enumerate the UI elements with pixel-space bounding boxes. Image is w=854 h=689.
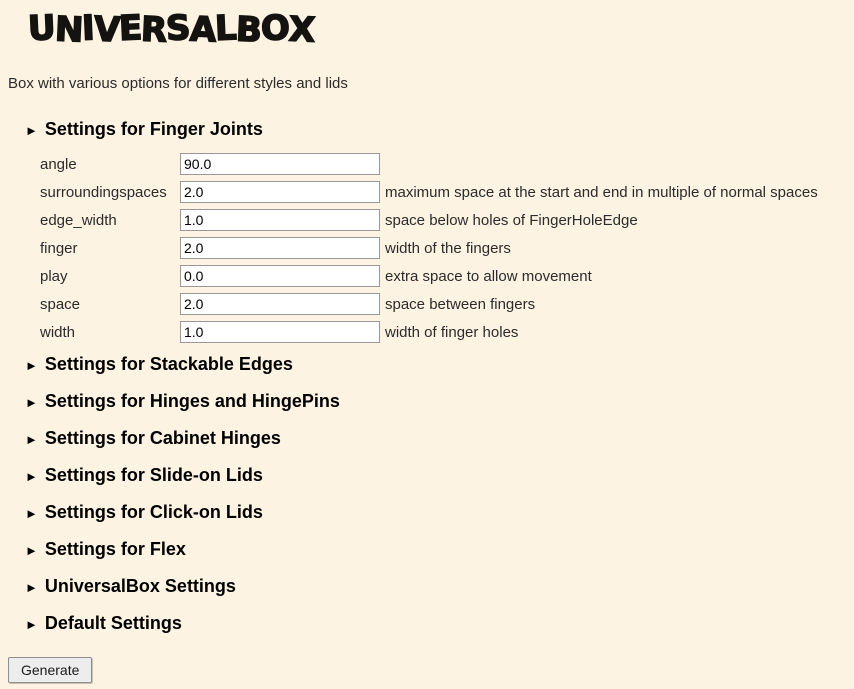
- section-hinges-hingepins: [0, 391, 854, 413]
- surroundingspaces-input[interactable]: [180, 181, 380, 203]
- chevron-right-icon: ►: [25, 617, 38, 633]
- section-default-settings: [0, 613, 854, 635]
- field-row-space: [0, 290, 854, 318]
- section-title: Settings for Flex: [44, 539, 186, 560]
- field-row-finger: [0, 234, 854, 262]
- section-header-slide-on-lids[interactable]: [0, 465, 854, 487]
- section-title: Settings for Click-on Lids: [44, 502, 263, 523]
- field-row-surroundingspaces: [0, 178, 854, 206]
- section-title: UniversalBox Settings: [44, 576, 236, 597]
- page-description: Box with various options for different styles and lids: [8, 75, 348, 93]
- section-cabinet-hinges: [0, 428, 854, 450]
- finger-input[interactable]: [180, 237, 380, 259]
- section-title: Settings for Cabinet Hinges: [44, 428, 281, 449]
- section-universalbox-settings: [0, 576, 854, 598]
- field-description: extra space to allow movement: [385, 267, 592, 285]
- field-row-angle: [0, 150, 854, 178]
- field-description: width of finger holes: [385, 323, 519, 341]
- field-row-width: [0, 318, 854, 346]
- section-header-cabinet-hinges[interactable]: [0, 428, 854, 450]
- chevron-right-icon: ►: [25, 395, 38, 411]
- chevron-right-icon: ►: [25, 432, 38, 448]
- section-finger-joints: [0, 119, 854, 346]
- field-label: edge_width: [40, 211, 117, 229]
- chevron-right-icon: ►: [25, 580, 38, 596]
- section-flex: [0, 539, 854, 561]
- width-input[interactable]: [180, 321, 380, 343]
- section-title: Default Settings: [44, 613, 182, 634]
- section-slide-on-lids: [0, 465, 854, 487]
- field-row-play: [0, 262, 854, 290]
- field-label: play: [40, 267, 68, 285]
- section-title: Settings for Stackable Edges: [44, 354, 293, 375]
- chevron-right-icon: ►: [25, 358, 38, 374]
- field-label: angle: [40, 155, 77, 173]
- generate-button[interactable]: Generate: [8, 657, 92, 683]
- field-description: maximum space at the start and end in multiple of normal spaces: [385, 183, 818, 201]
- universalbox-logo[interactable]: UNIVERSALBOX: [27, 7, 315, 51]
- field-description: space below holes of FingerHoleEdge: [385, 211, 638, 229]
- section-header-flex[interactable]: [0, 539, 854, 561]
- field-label: space: [40, 295, 81, 313]
- chevron-right-icon: ►: [25, 543, 38, 559]
- angle-input[interactable]: [180, 153, 380, 175]
- field-description: space between fingers: [385, 295, 536, 313]
- field-row-edge-width: [0, 206, 854, 234]
- field-label: surroundingspaces: [40, 183, 167, 201]
- field-label: finger: [40, 239, 78, 257]
- chevron-right-icon: ►: [25, 469, 38, 485]
- play-input[interactable]: [180, 265, 380, 287]
- section-header-click-on-lids[interactable]: [0, 502, 854, 524]
- section-title: Settings for Finger Joints: [44, 119, 263, 140]
- space-input[interactable]: [180, 293, 380, 315]
- section-header-hinges-hingepins[interactable]: [0, 391, 854, 413]
- section-click-on-lids: [0, 502, 854, 524]
- section-header-stackable-edges[interactable]: [0, 354, 854, 376]
- section-title: Settings for Hinges and HingePins: [44, 391, 340, 412]
- section-stackable-edges: [0, 354, 854, 376]
- chevron-right-icon: ►: [25, 506, 38, 522]
- chevron-right-icon: ►: [25, 123, 38, 139]
- field-description: width of the fingers: [385, 239, 511, 257]
- edge-width-input[interactable]: [180, 209, 380, 231]
- section-header-universalbox-settings[interactable]: [0, 576, 854, 598]
- field-label: width: [40, 323, 76, 341]
- section-header-finger-joints[interactable]: [0, 119, 854, 141]
- finger-joints-fields: [0, 150, 854, 346]
- section-header-default-settings[interactable]: [0, 613, 854, 635]
- section-title: Settings for Slide-on Lids: [44, 465, 263, 486]
